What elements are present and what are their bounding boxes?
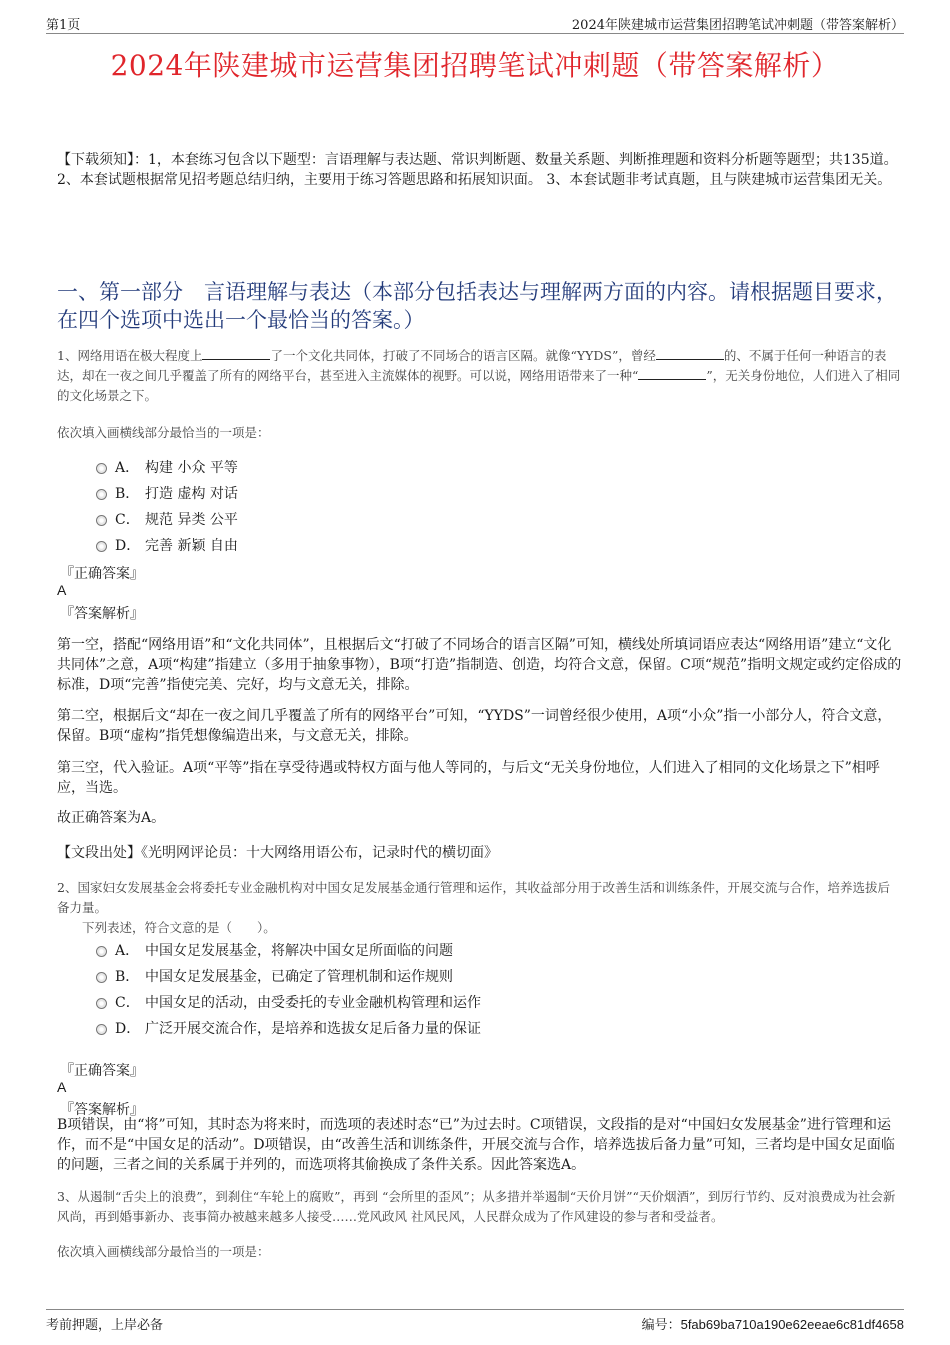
radio-icon[interactable] <box>96 463 107 474</box>
q2-option-c[interactable]: C． 中国女足的活动，由受委托的专业金融机构管理和运作 <box>96 992 481 1012</box>
q1-analysis-1: 第一空，搭配“网络用语”和“文化共同体”，且根据后文“打破了不同场合的语言区隔”可知，横线处所填词语应表达“网络用语”建立“文化共同体”之意，A项“构建”指建立（多用于抽象事物），B项“打造”指制造、创造，均符合文意，保留。C项“规范”指明文规定或约定俗成的标准，D项“完善”指使完美、完好，均与文意无关，排除。 <box>57 637 902 693</box>
radio-icon[interactable] <box>96 946 107 957</box>
question-1-stem <box>57 346 902 406</box>
page-number: 第1页 <box>46 18 81 33</box>
radio-icon[interactable] <box>96 489 107 500</box>
q1-part-4: ”，无关身份地位，人们进入了相同的文化场景之下。 <box>57 368 901 403</box>
q1-analysis-label: 『答案解析』 <box>60 606 144 622</box>
header-doc-title: 2024年陕建城市运营集团招聘笔试冲刺题（带答案解析） <box>571 18 904 33</box>
page-title: 2024年陕建城市运营集团招聘笔试冲刺题（带答案解析） <box>110 49 840 82</box>
q1-part-1: 1、网络用语在极大程度上 <box>57 348 203 363</box>
q1-analysis-3: 第三空，代入验证。A项“平等”指在享受待遇或特权方面与他人等同的，与后文“无关身份地位，人们进入了相同的文化场景之下”相呼应，当选。 <box>57 760 880 796</box>
blank-2 <box>656 347 724 360</box>
blank-1 <box>202 347 270 360</box>
q1-option-a[interactable]: A． 构建 小众 平等 <box>96 457 238 477</box>
footer-code-value: 5fab69ba710a190e62eeae6c81df4658 <box>680 1317 904 1332</box>
radio-icon[interactable] <box>96 1024 107 1035</box>
q1-part-3: 的、不属于任何一种语言的表达，却在一夜之间几乎覆盖了所有的网络平台，甚至进入主流媒体的视野。可以说，网络用语带来了一种“ <box>57 348 887 383</box>
footer-code <box>642 1314 904 1333</box>
q2-correct-label: 『正确答案』 <box>60 1063 144 1079</box>
q1-analysis-4: 故正确答案为A。 <box>57 810 166 826</box>
q1-option-c[interactable]: C． 规范 异类 公平 <box>96 509 238 529</box>
q3-prompt: 依次填入画横线部分最恰当的一项是： <box>57 1244 270 1259</box>
radio-icon[interactable] <box>96 998 107 1009</box>
footer-code-label: 编号： <box>641 1318 681 1333</box>
radio-icon[interactable] <box>96 515 107 526</box>
blank-3 <box>638 367 706 380</box>
footer-slogan: 考前押题，上岸必备 <box>46 1318 164 1333</box>
footer-divider <box>46 1309 904 1310</box>
q2-prompt: 下列表述，符合文意的是（ ）。 <box>82 920 276 935</box>
q1-prompt: 依次填入画横线部分最恰当的一项是： <box>57 425 270 440</box>
q1-option-d[interactable]: D． 完善 新颖 自由 <box>96 535 238 555</box>
q2-option-d[interactable]: D． 广泛开展交流合作，是培养和选拔女足后备力量的保证 <box>96 1018 481 1038</box>
q1-part-2: 了一个文化共同体，打破了不同场合的语言区隔。就像“YYDS”，曾经 <box>270 348 656 363</box>
q1-correct-label: 『正确答案』 <box>60 566 144 582</box>
q1-analysis-2: 第二空，根据后文“却在一夜之间几乎覆盖了所有的网络平台”可知，“YYDS”一词曾经很少使用，A项“小众”指一小部分人，符合文意，保留。B项“虚构”指凭想像编造出来，与文意无关，排除。 <box>57 708 892 744</box>
radio-icon[interactable] <box>96 972 107 983</box>
section-title: 一、第一部分 言语理解与表达（本部分包括表达与理解两方面的内容。请根据题目要求，在四个选项中选出一个最恰当的答案。） <box>57 280 897 332</box>
q1-option-b[interactable]: B． 打造 虚构 对话 <box>96 483 238 503</box>
q1-source: 【文段出处】《光明网评论员：十大网络用语公布，记录时代的横切面》 <box>57 845 498 861</box>
q2-analysis-label: 『答案解析』 <box>60 1102 144 1118</box>
q2-analysis: B项错误，由“将”可知，其时态为将来时，而选项的表述时态“已”为过去时。C项错误，文段指的是对“中国妇女发展基金”进行管理和运作，而不是“中国女足的活动”。D项错误，由“改善生活和训练条件，开展交流与合作，培养选拔后备力量”可知，三者均是中国女足面临的问题，三者之间的关系属于并列的，而选项将其偷换成了条件关系。因此答案选A。 <box>57 1117 895 1173</box>
q2-option-b[interactable]: B． 中国女足发展基金，已确定了管理机制和运作规则 <box>96 966 453 986</box>
radio-icon[interactable] <box>96 541 107 552</box>
q2-option-a[interactable]: A． 中国女足发展基金，将解决中国女足所面临的问题 <box>96 940 453 960</box>
header-divider <box>46 33 904 34</box>
question-2-stem: 2、国家妇女发展基金会将委托专业金融机构对中国女足发展基金通行管理和运作，其收益部分用于改善生活和训练条件，开展交流与合作，培养选拔后备力量。 <box>57 880 890 915</box>
question-3-stem: 3、从遏制“舌尖上的浪费”，到刹住“车轮上的腐败”，再到 “会所里的歪风”；从多措并举遏制“天价月饼”“天价烟酒”，到厉行节约、反对浪费成为社会新风尚，再到婚事新办、丧事简办被越来越多人接受……党风政风 社风民风，人民群众成为了作风建设的参与者和受益者。 <box>57 1189 896 1224</box>
q2-answer: A <box>57 1079 67 1095</box>
download-notice: 【下载须知】：1，本套练习包含以下题型：言语理解与表达题、常识判断题、数量关系题、判断推理题和资料分析题等题型；共135道。 2、本套试题根据常见招考题总结归纳，主要用于练习答题思路和拓展知识面。 3、本套试题非考试真题，且与陕建城市运营集团无关。 <box>57 152 898 188</box>
q1-answer: A <box>57 582 67 598</box>
